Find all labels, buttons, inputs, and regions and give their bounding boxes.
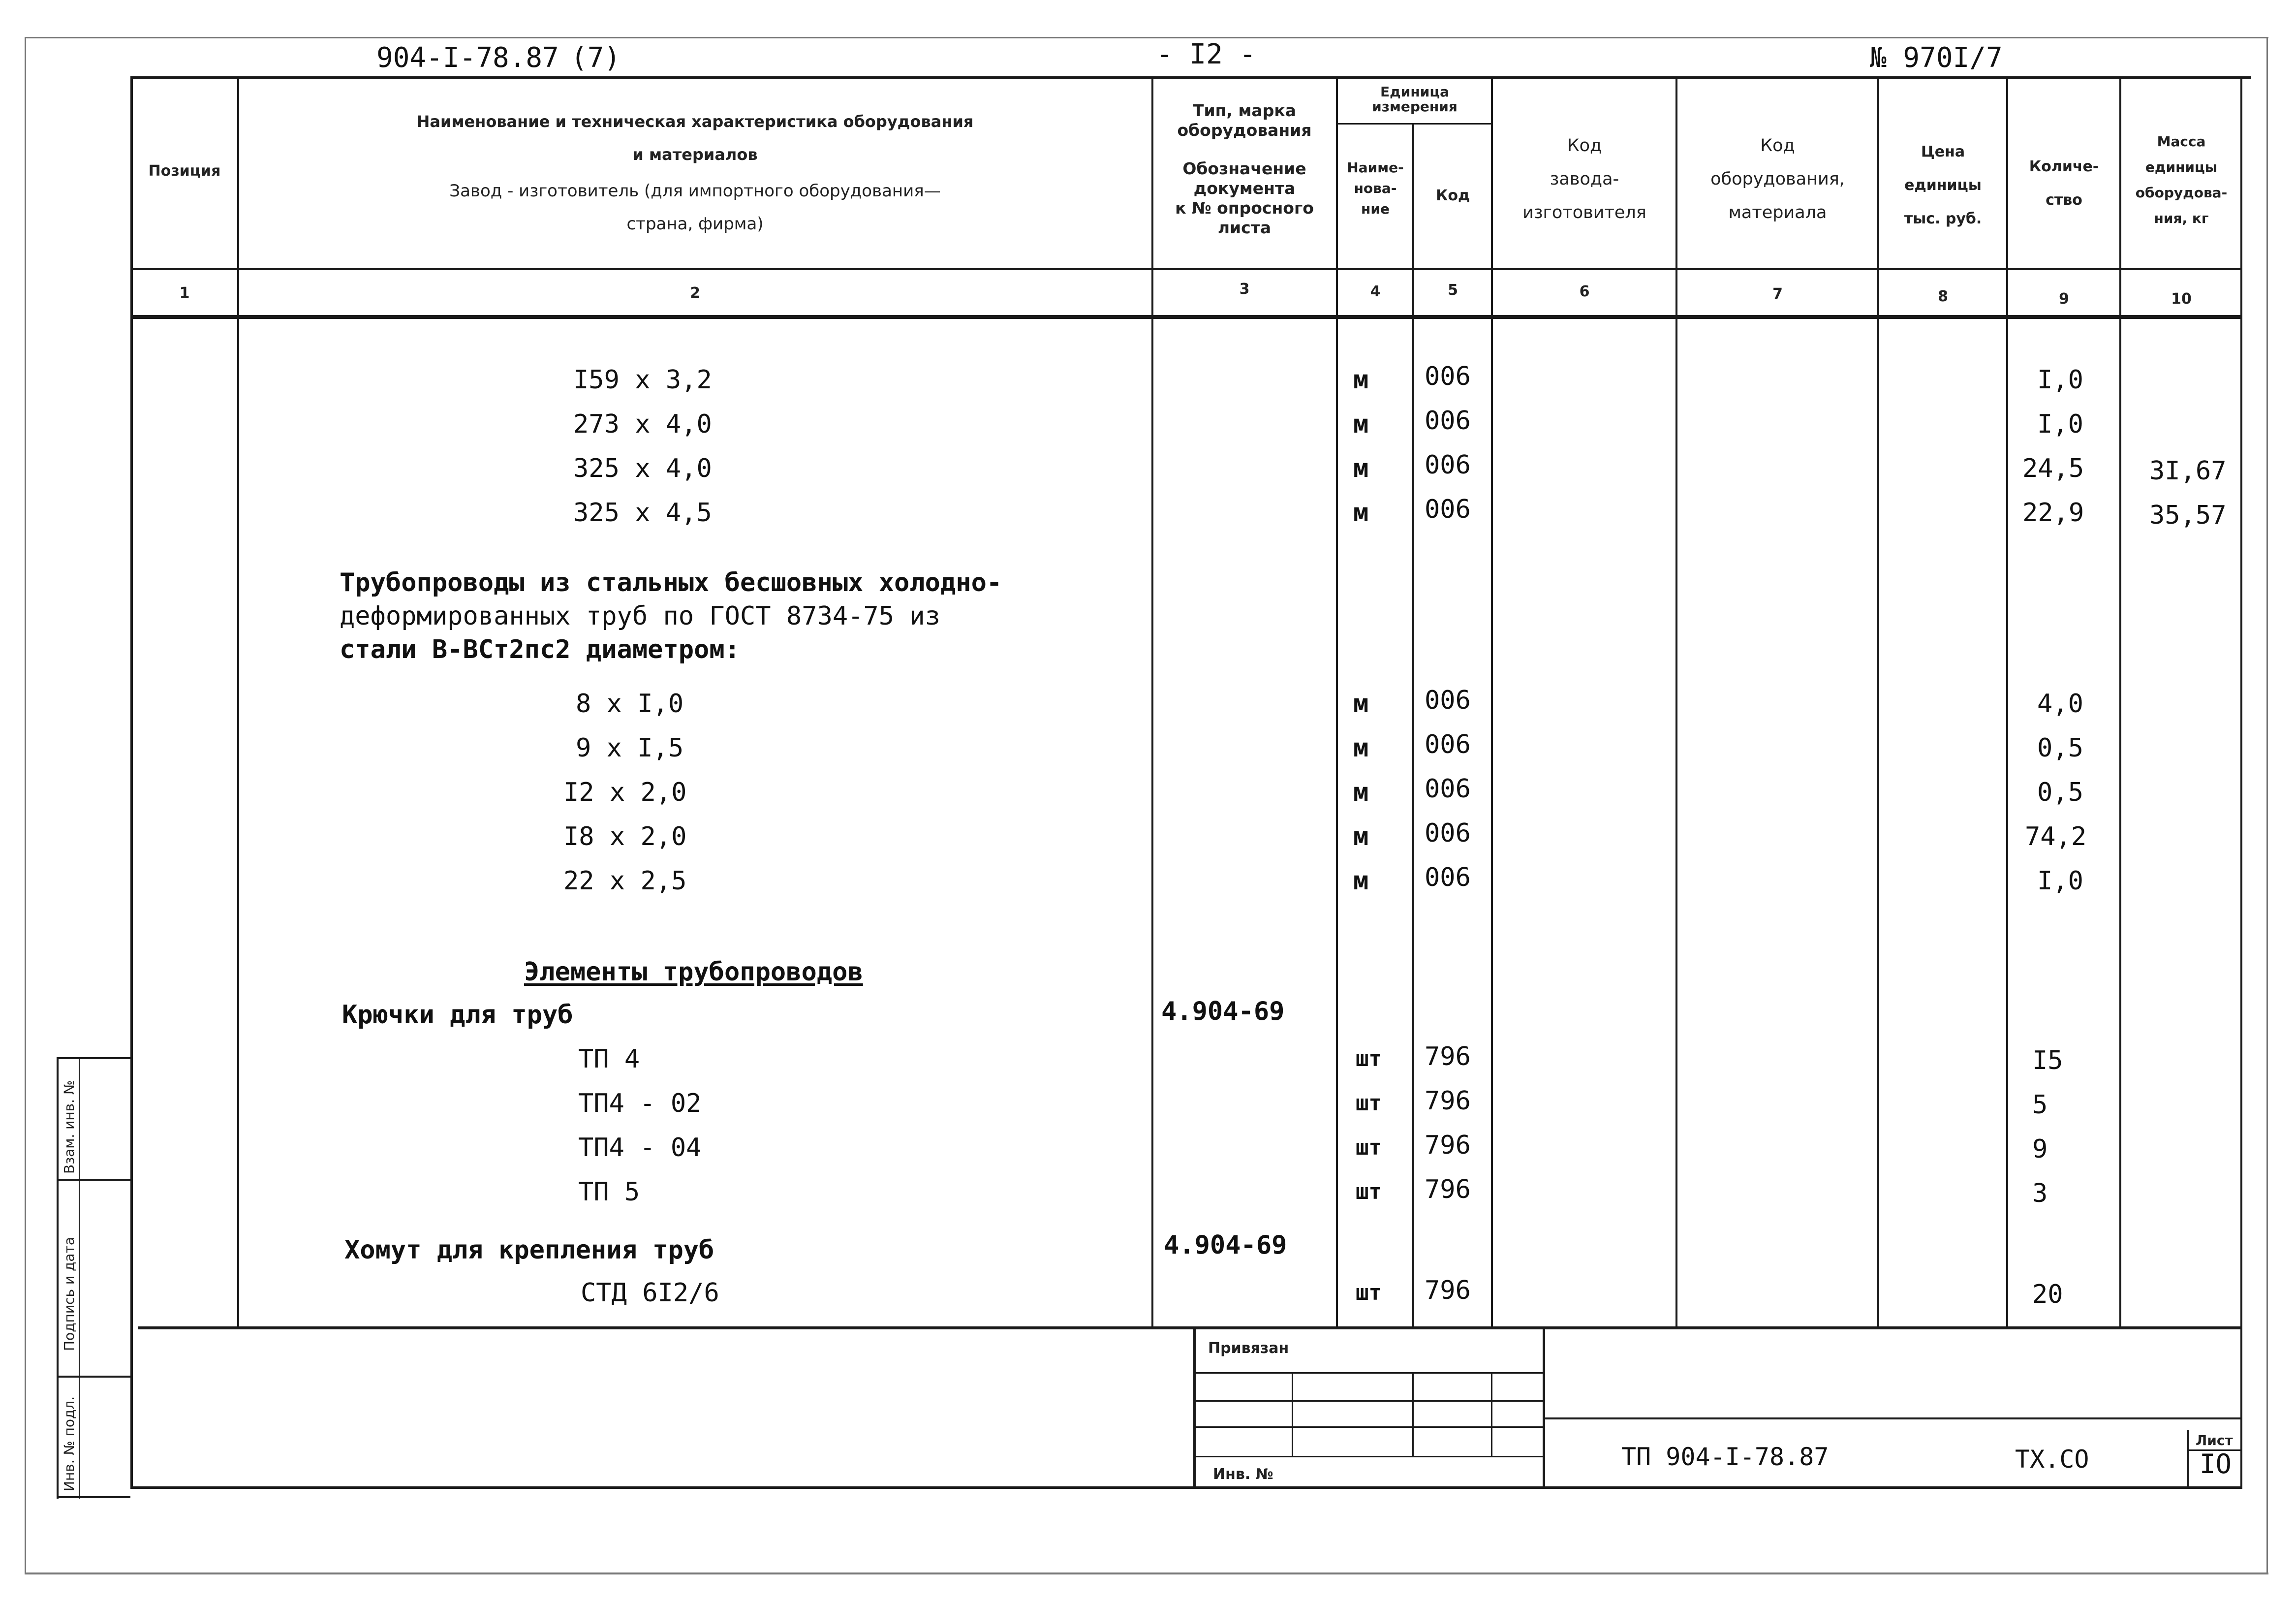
row-qty: 0,5 xyxy=(2037,733,2083,763)
header-qty-l2: ство xyxy=(2046,191,2082,209)
col-num-1: 1 xyxy=(179,284,190,302)
top-doc-code: 904-I-78.87 xyxy=(376,42,559,74)
header-unit-name-l3: ние xyxy=(1361,201,1390,217)
col-sep-5 xyxy=(1491,76,1493,1326)
header-unit-l1: Единица xyxy=(1380,84,1449,100)
row-code: 796 xyxy=(1425,1276,1471,1305)
col-num-10: 10 xyxy=(2171,290,2192,308)
row-unit: шт xyxy=(1356,1046,1382,1071)
header-unit-l2: измерения xyxy=(1372,98,1458,115)
table-bottom-line xyxy=(138,1326,2241,1329)
margin-podpis-data: Подпись и дата xyxy=(61,1237,77,1351)
row-code: 796 xyxy=(1425,1131,1471,1160)
row-name: ТП 5 xyxy=(578,1177,640,1207)
row-code: 006 xyxy=(1425,686,1471,715)
col-sep-6 xyxy=(1675,76,1677,1326)
header-price-l2: единицы xyxy=(1904,177,1982,194)
row-qty: I5 xyxy=(2032,1046,2063,1075)
col-sep-7 xyxy=(1877,76,1879,1326)
row-name: ТП4 - 02 xyxy=(578,1089,702,1118)
row-qty: 24,5 xyxy=(2022,454,2084,483)
col-sep-8 xyxy=(2006,76,2008,1326)
margin-line-1 xyxy=(57,1057,130,1059)
col-num-9: 9 xyxy=(2059,290,2069,308)
row-unit: м xyxy=(1353,733,1369,763)
header-equip-l2: оборудования, xyxy=(1710,169,1845,189)
stamp-mid-sep xyxy=(1543,1329,1545,1486)
row-name: 325 x 4,5 xyxy=(573,498,712,528)
row-unit: м xyxy=(1353,822,1369,851)
header-mass xyxy=(2122,129,2241,231)
header-type-l5: к № опросного xyxy=(1175,198,1314,218)
row-name: ТП 4 xyxy=(578,1044,640,1074)
stamp-bottom-line xyxy=(130,1486,2242,1489)
row-qty: 0,5 xyxy=(2037,778,2083,807)
header-mfr-l2: завода- xyxy=(1550,169,1619,189)
stamp-mark: ТХ.СО xyxy=(2015,1445,2089,1474)
row-code: 796 xyxy=(1425,1086,1471,1116)
header-equip-l1: Код xyxy=(1760,136,1795,156)
header-type xyxy=(1154,101,1335,238)
row-name: СТД 6I2/6 xyxy=(581,1278,719,1308)
row-name: I8 x 2,0 xyxy=(563,822,687,851)
row-unit: шт xyxy=(1356,1280,1382,1305)
stamp-sheet-number: IO xyxy=(2200,1448,2232,1479)
row-code: 006 xyxy=(1425,818,1471,848)
pipes-intro xyxy=(340,566,1002,666)
sheet-border-left xyxy=(25,37,26,1574)
margin-left-line xyxy=(57,1057,59,1499)
row-mass: 35,57 xyxy=(2149,501,2227,530)
row-name: 8 x I,0 xyxy=(576,689,684,719)
clamp-title: Хомут для крепления труб xyxy=(344,1235,714,1265)
stamp-grid-col-2 xyxy=(1412,1373,1414,1457)
stamp-grid-col-3 xyxy=(1491,1373,1492,1457)
header-name-line2: и материалов xyxy=(632,145,758,164)
row-name: ТП4 - 04 xyxy=(578,1133,702,1163)
page-number: - I2 - xyxy=(1156,38,1256,70)
margin-vzam-inv: Взам. инв. № xyxy=(61,1080,77,1174)
row-qty: 5 xyxy=(2032,1090,2048,1120)
stamp-privyazan: Привязан xyxy=(1208,1340,1289,1357)
header-type-l4: документа xyxy=(1193,179,1296,198)
col-num-7: 7 xyxy=(1772,285,1783,303)
header-name-line4: страна, фирма) xyxy=(626,214,764,234)
row-unit: шт xyxy=(1356,1091,1382,1116)
header-mfr-l1: Код xyxy=(1567,136,1602,156)
row-qty: 20 xyxy=(2032,1280,2063,1309)
col-sep-2 xyxy=(1151,76,1153,1326)
row-qty: 3 xyxy=(2032,1179,2048,1208)
header-price-l1: Цена xyxy=(1921,143,1965,160)
table-right-border xyxy=(2240,76,2242,1489)
header-equip-l3: материала xyxy=(1728,203,1827,222)
row-name: 273 x 4,0 xyxy=(573,409,712,439)
header-unit-name xyxy=(1338,157,1412,220)
header-qty xyxy=(2009,150,2119,217)
margin-inv-podl: Инв. № подл. xyxy=(61,1396,77,1491)
header-bottom-line xyxy=(130,268,2241,270)
number-row-line xyxy=(130,315,2241,319)
header-unit-name-l2: нова- xyxy=(1354,180,1397,196)
row-code: 006 xyxy=(1425,495,1471,524)
header-mass-l3: оборудова- xyxy=(2135,185,2228,201)
stamp-inv-no: Инв. № xyxy=(1213,1466,1273,1483)
header-unit xyxy=(1338,85,1491,114)
row-unit: м xyxy=(1353,454,1369,483)
pipes-intro-line2: деформированных труб по ГОСТ 8734-75 из xyxy=(340,601,940,631)
row-code: 006 xyxy=(1425,450,1471,480)
header-price xyxy=(1880,135,2006,236)
header-position: Позиция xyxy=(148,162,221,180)
header-type-l3: Обозначение xyxy=(1182,159,1306,178)
header-mfr-l3: изготовителя xyxy=(1522,203,1646,222)
row-unit: шт xyxy=(1356,1179,1382,1204)
margin-line-2 xyxy=(57,1179,130,1181)
row-qty: 4,0 xyxy=(2037,689,2083,719)
header-name-line1: Наименование и техническая характеристика оборудования xyxy=(416,112,974,131)
sheet-border-bottom xyxy=(25,1573,2268,1574)
header-mfr-code xyxy=(1493,129,1675,229)
col-sep-9 xyxy=(2119,76,2121,1326)
sheet-border-top xyxy=(25,37,2268,38)
row-qty: I,0 xyxy=(2037,365,2083,395)
row-code: 796 xyxy=(1425,1175,1471,1204)
col-num-5: 5 xyxy=(1448,282,1458,299)
row-code: 006 xyxy=(1425,730,1471,759)
col-sep-1 xyxy=(237,76,239,1326)
stamp-left-sep xyxy=(1193,1329,1196,1486)
pipes-intro-line1: Трубопроводы из стальных бесшовных холодно- xyxy=(340,568,1002,598)
row-unit: м xyxy=(1353,365,1369,395)
col-num-4: 4 xyxy=(1370,283,1381,300)
header-unit-name-l1: Наиме- xyxy=(1347,159,1404,176)
stamp-doc-code: ТП 904-I-78.87 xyxy=(1621,1443,1829,1471)
unit-group-line xyxy=(1336,123,1492,125)
col-sep-3 xyxy=(1336,76,1338,1326)
hooks-title: Крючки для труб xyxy=(342,1000,573,1030)
header-type-l2: оборудования xyxy=(1177,121,1312,140)
row-qty: I,0 xyxy=(2037,866,2083,896)
table-top-border xyxy=(130,76,2251,79)
row-qty: 22,9 xyxy=(2022,498,2084,528)
stamp-sheet-sep xyxy=(2187,1430,2189,1486)
stamp-grid-col-1 xyxy=(1292,1373,1293,1457)
header-equip-code xyxy=(1678,129,1877,229)
header-mass-l4: ния, кг xyxy=(2154,210,2209,226)
sheet-border-right xyxy=(2266,37,2268,1574)
header-unit-code: Код xyxy=(1435,187,1470,204)
col-sep-4 xyxy=(1412,123,1414,1326)
row-code: 006 xyxy=(1425,406,1471,436)
header-price-l3: тыс. руб. xyxy=(1904,210,1982,227)
row-name: I59 x 3,2 xyxy=(573,365,712,395)
pipes-intro-line3: стали В-ВСт2пс2 диаметром: xyxy=(340,635,740,664)
row-name: 9 x I,5 xyxy=(576,733,684,763)
col-num-8: 8 xyxy=(1938,288,1948,305)
row-unit: м xyxy=(1353,866,1369,896)
header-type-l1: Тип, марка xyxy=(1193,101,1296,120)
margin-line-3 xyxy=(57,1376,130,1378)
header-mass-l2: единицы xyxy=(2145,159,2218,175)
row-name: 325 x 4,0 xyxy=(573,454,712,483)
row-qty: I,0 xyxy=(2037,409,2083,439)
header-qty-l1: Количе- xyxy=(2029,158,2099,175)
stamp-title-line xyxy=(1545,1417,2241,1419)
top-inv-number: № 970I/7 xyxy=(1870,42,2003,74)
stamp-sheet-label: Лист xyxy=(2196,1432,2233,1448)
row-unit: м xyxy=(1353,498,1369,528)
margin-inner-line xyxy=(79,1057,80,1499)
row-qty: 9 xyxy=(2032,1134,2048,1164)
header-mass-l1: Масса xyxy=(2157,133,2206,150)
hooks-doc: 4.904-69 xyxy=(1161,997,1285,1026)
row-qty: 74,2 xyxy=(2025,822,2087,851)
row-code: 796 xyxy=(1425,1042,1471,1071)
col-num-6: 6 xyxy=(1579,283,1590,300)
row-code: 006 xyxy=(1425,863,1471,892)
row-mass: 3I,67 xyxy=(2149,456,2227,486)
col-num-3: 3 xyxy=(1239,281,1250,298)
row-unit: шт xyxy=(1356,1135,1382,1160)
margin-line-4 xyxy=(57,1496,130,1498)
row-name: I2 x 2,0 xyxy=(563,778,687,807)
elements-heading: Элементы трубопроводов xyxy=(524,957,863,987)
row-code: 006 xyxy=(1425,362,1471,391)
top-doc-part: (7) xyxy=(571,42,621,74)
clamp-doc: 4.904-69 xyxy=(1164,1230,1287,1260)
col-num-2: 2 xyxy=(690,284,700,302)
header-name-line3: Завод - изготовитель (для импортного оборудования— xyxy=(449,181,941,201)
row-unit: м xyxy=(1353,689,1369,719)
row-name: 22 x 2,5 xyxy=(563,866,687,896)
row-code: 006 xyxy=(1425,774,1471,804)
header-type-l6: листа xyxy=(1217,218,1272,237)
row-unit: м xyxy=(1353,409,1369,439)
row-unit: м xyxy=(1353,778,1369,807)
